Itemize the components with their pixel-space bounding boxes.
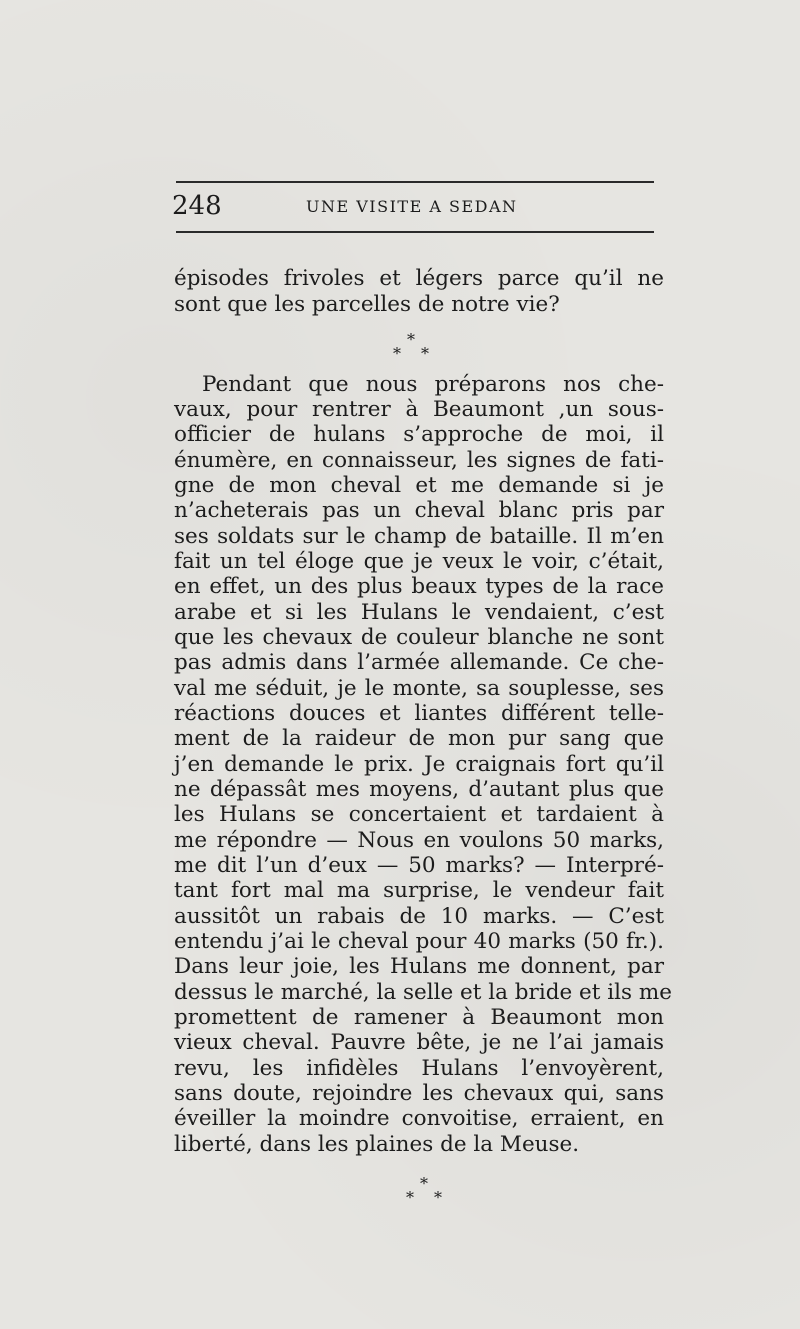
- asterism-star: *: [407, 330, 415, 349]
- running-title: UNE VISITE A SEDAN: [306, 197, 518, 216]
- asterism-star: *: [420, 1174, 428, 1193]
- asterism-star: *: [406, 1188, 414, 1207]
- text-line: entendu j’ai le cheval pour 40 marks (50 fr.).: [174, 929, 664, 954]
- text-line: gne de mon cheval et me demande si je: [174, 473, 664, 498]
- asterism-star: *: [393, 344, 401, 363]
- text-line: promettent de ramener à Beaumont mon: [174, 1005, 664, 1030]
- text-line: en effet, un des plus beaux types de la race: [174, 574, 664, 599]
- text-line: j’en demande le prix. Je craignais fort qu’il: [174, 752, 664, 777]
- page-number: 248: [172, 191, 222, 221]
- text-line: n’acheterais pas un cheval blanc pris par: [174, 498, 664, 523]
- text-line: fait un tel éloge que je veux le voir, c’était,: [174, 549, 664, 574]
- text-line: sont que les parcelles de notre vie?: [174, 292, 560, 317]
- text-line: ses soldats sur le champ de bataille. Il m’en: [174, 524, 664, 549]
- text-line: officier de hulans s’approche de moi, il: [174, 422, 664, 447]
- text-line: Dans leur joie, les Hulans me donnent, par: [174, 954, 664, 979]
- text-line: sans doute, rejoindre les chevaux qui, sans: [174, 1081, 664, 1106]
- text-line: Pendant que nous préparons nos che-: [202, 372, 664, 397]
- header-rule-top: [176, 181, 654, 183]
- text-line: épisodes frivoles et légers parce qu’il ne: [174, 266, 664, 291]
- text-line: que les chevaux de couleur blanche ne sont: [174, 625, 664, 650]
- text-line: me répondre — Nous en voulons 50 marks,: [174, 828, 664, 853]
- text-line: vieux cheval. Pauvre bête, je ne l’ai jamais: [174, 1030, 664, 1055]
- text-line: ne dépassât mes moyens, d’autant plus que: [174, 777, 664, 802]
- text-line: dessus le marché, la selle et la bride et ils me: [174, 980, 672, 1005]
- text-line: les Hulans se concertaient et tardaient à: [174, 802, 664, 827]
- text-line: ment de la raideur de mon pur sang que: [174, 726, 664, 751]
- text-line: liberté, dans les plaines de la Meuse.: [174, 1132, 580, 1157]
- text-line: réactions douces et liantes différent telle-: [174, 701, 664, 726]
- asterism-separator: [385, 332, 455, 372]
- text-line: aussitôt un rabais de 10 marks. — C’est: [174, 904, 664, 929]
- text-line: tant fort mal ma surprise, le vendeur fait: [174, 878, 664, 903]
- text-line: pas admis dans l’armée allemande. Ce che-: [174, 650, 664, 675]
- text-line: me dit l’un d’eux — 50 marks? — Interpré-: [174, 853, 664, 878]
- text-line: revu, les infidèles Hulans l’envoyèrent,: [174, 1056, 664, 1081]
- asterism-star: *: [434, 1188, 442, 1207]
- asterism-star: *: [421, 344, 429, 363]
- text-line: énumère, en connaisseur, les signes de fati-: [174, 448, 664, 473]
- text-line: val me séduit, je le monte, sa souplesse, ses: [174, 676, 664, 701]
- text-line: arabe et si les Hulans le vendaient, c’est: [174, 600, 664, 625]
- header-rule-bottom: [176, 231, 654, 233]
- text-line: éveiller la moindre convoitise, erraient, en: [174, 1106, 664, 1131]
- asterism-separator: [398, 1176, 468, 1216]
- running-header: [172, 186, 654, 226]
- text-line: vaux, pour rentrer à Beaumont ,un sous-: [174, 397, 664, 422]
